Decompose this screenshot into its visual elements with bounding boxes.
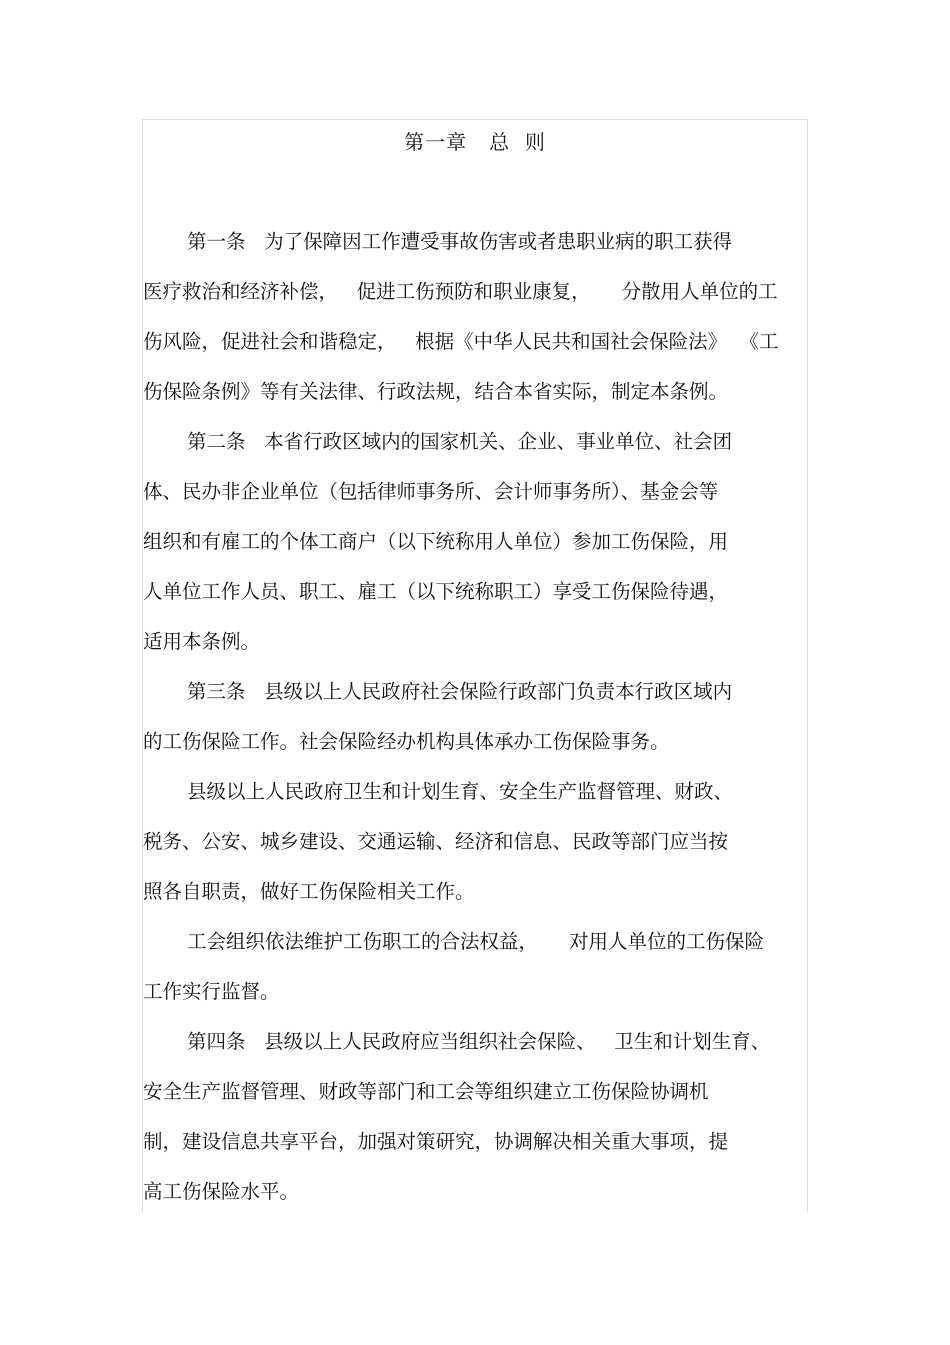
- article-2-line-4: 人单位工作人员、职工、雇工（以下统称职工）享受工伤保险待遇，: [143, 580, 729, 603]
- article-2-line-3: 组织和有雇工的个体工商户（以下统称用人单位）参加工伤保险，用: [143, 530, 729, 553]
- article-3-para-3-line-2: 工作实行监督。: [143, 980, 280, 1003]
- article-1-line-3: 伤风险，促进社会和谐稳定， 根据《中华人民共和国社会保险法》 《工: [143, 330, 779, 353]
- article-3-line-2: 的工伤保险工作。社会保险经办机构具体承办工伤保险事务。: [143, 730, 670, 753]
- article-3-line-1: 第三条 县级以上人民政府社会保险行政部门负责本行政区域内: [187, 680, 733, 703]
- article-4-line-4: 高工伤保险水平。: [143, 1180, 300, 1203]
- article-1-line-4: 伤保险条例》等有关法律、行政法规，结合本省实际，制定本条例。: [143, 380, 729, 403]
- article-3-para-2-line-1: 县级以上人民政府卫生和计划生育、安全生产监督管理、财政、: [187, 780, 734, 803]
- article-3-para-2-line-3: 照各自职责，做好工伤保险相关工作。: [143, 880, 475, 903]
- article-4-line-3: 制，建设信息共享平台，加强对策研究，协调解决相关重大事项，提: [143, 1130, 729, 1153]
- article-3-para-3-line-1: 工会组织依法维护工伤职工的合法权益， 对用人单位的工伤保险: [187, 930, 764, 953]
- article-2-line-5: 适用本条例。: [143, 630, 261, 653]
- article-1-line-1: 第一条 为了保障因工作遭受事故伤害或者患职业病的职工获得: [187, 230, 733, 253]
- article-2-line-1: 第二条 本省行政区域内的国家机关、企业、事业单位、社会团: [187, 430, 733, 453]
- article-1-line-2: 医疗救治和经济补偿， 促进工伤预防和职业康复， 分散用人单位的工: [143, 280, 778, 303]
- article-4-line-1: 第四条 县级以上人民政府应当组织社会保险、 卫生和计划生育、: [187, 1030, 771, 1053]
- article-3-para-2-line-2: 税务、公安、城乡建设、交通运输、经济和信息、民政等部门应当按: [143, 830, 729, 853]
- article-4-line-2: 安全生产监督管理、财政等部门和工会等组织建立工伤保险协调机: [143, 1080, 709, 1103]
- article-2-line-2: 体、民办非企业单位（包括律师事务所、会计师事务所）、基金会等: [143, 480, 719, 503]
- chapter-title: 第一章 总 则: [404, 130, 546, 154]
